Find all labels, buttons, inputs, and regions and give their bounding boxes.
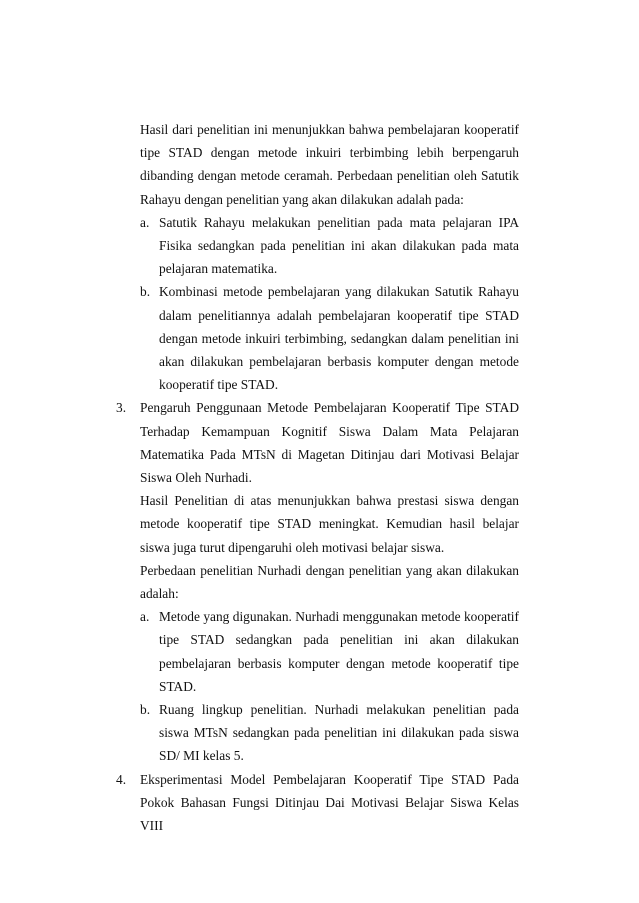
list-marker: a. [140,214,150,230]
item-title: Pengaruh Penggunaan Metode Pembelajaran Kooperatif Tipe STAD Terhadap Kemampuan Kognitif Siswa Dalam Mata Pelajaran Matematika Pada MTsN di Magetan Ditinjau dari Motivasi Belajar Siswa Oleh Nurhadi. [140,400,519,486]
list-item [140,605,519,698]
list-item [140,211,519,281]
list-marker: a. [140,609,150,625]
list-marker: b. [140,284,151,300]
list-item-text: Satutik Rahayu melakukan penelitian pada mata pelajaran IPA Fisika sedangkan pada penelitian ini akan dilakukan pada mata pelajaran matematika. [159,214,519,277]
result-paragraph: Hasil Penelitian di atas menunjukkan bahwa prestasi siswa dengan metode kooperatif tipe STAD meningkat. Kemudian hasil belajar siswa juga turut dipengaruhi oleh motivasi belajar siswa. [140,493,519,555]
list-marker: b. [140,702,151,718]
difference-paragraph: Perbedaan penelitian Nurhadi dengan penelitian yang akan dilakukan adalah: [140,562,519,602]
list-item [140,698,519,768]
list-item-text: Kombinasi metode pembelajaran yang dilakukan Satutik Rahayu dalam penelitiannya adalah pembelajaran kooperatif tipe STAD dengan metode inkuiri terbimbing, sedangkan dalam penelitian ini akan dilakukan pembelajaran berbasis komputer dengan metode kooperatif tipe STAD. [159,284,519,393]
numbered-item-3 [116,396,519,489]
item-title: Eksperimentasi Model Pembelajaran Kooperatif Tipe STAD Pada Pokok Bahasan Fungsi Ditinjau Dai Motivasi Belajar Siswa Kelas VIII [140,771,519,834]
list-item-text: Metode yang digunakan. Nurhadi menggunakan metode kooperatif tipe STAD sedangkan pada penelitian ini akan dilakukan pembelajaran berbasis komputer dengan metode kooperatif tipe STAD. [159,609,519,694]
list-item [140,280,519,396]
numbered-item-4 [116,768,519,838]
page-content [116,118,519,837]
list-item-text: Ruang lingkup penelitian. Nurhadi melakukan penelitian pada siswa MTsN sedangkan pada penelitian ini dilakukan pada siswa SD/ MI kelas 5. [159,702,519,764]
intro-paragraph: Hasil dari penelitian ini menunjukkan bahwa pembelajaran kooperatif tipe STAD dengan metode inkuiri terbimbing lebih berpengaruh dibanding dengan metode ceramah. Perbedaan penelitian oleh Satutik Rahayu dengan penelitian yang akan dilakukan adalah pada: [140,122,519,207]
list-marker: 4. [116,771,127,787]
list-marker: 3. [116,400,127,416]
